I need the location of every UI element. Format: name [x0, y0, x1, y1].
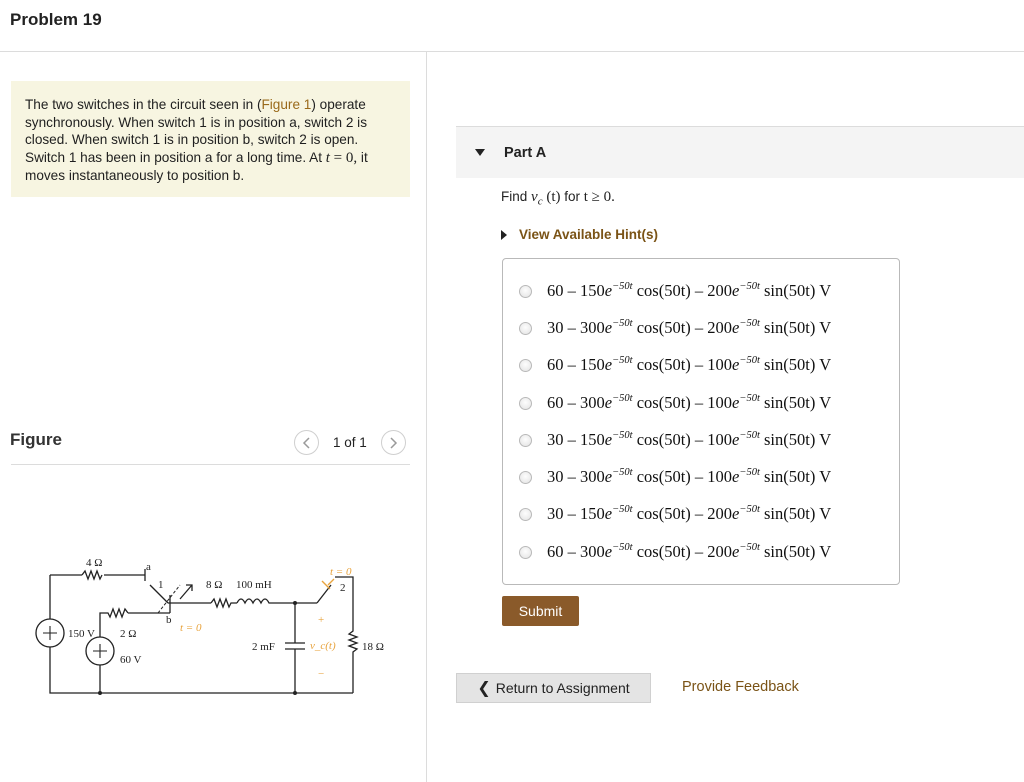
problem-statement — [11, 81, 410, 197]
switch1-position-a-label: a — [146, 561, 151, 573]
problem-text: ) operate synchronously. When switch 1 is in position a, switch 2 is closed. When switch 1 is in position b, switch 2 is open. Switch 1 has been in position a for a long time. At — [25, 97, 368, 165]
answer-expression: $60 - 300e^{-50t}$ $\cos(50t) - 200e^{-50t}$ sin(50t) V — [547, 542, 832, 561]
exponent: −50t — [612, 542, 633, 553]
answer-option[interactable] — [519, 391, 831, 415]
circuit-diagram — [30, 555, 395, 700]
question-condition: t ≥ 0. — [583, 189, 615, 205]
option-constant: 60 — [547, 355, 564, 374]
option-cos-coefficient: 300 — [580, 542, 605, 561]
option-constant: 30 — [547, 504, 564, 523]
option-constant: 30 — [547, 430, 564, 449]
sin-term: sin(50t) — [764, 542, 816, 561]
figure-pager — [294, 429, 406, 456]
resistor-4ohm-label: 4 Ω — [86, 557, 103, 569]
problem-text: it moves instantaneously to position b. — [25, 149, 368, 183]
capacitor-label: 2 mF — [252, 641, 275, 653]
sin-term: sin(50t) — [764, 467, 816, 486]
part-a-label: Part A — [504, 144, 547, 161]
exponent: −50t — [739, 318, 760, 329]
radio-button[interactable] — [519, 397, 532, 410]
sin-term: sin(50t) — [764, 318, 816, 337]
switch1-position-b-label: b — [166, 614, 172, 626]
option-cos-coefficient: 300 — [580, 467, 605, 486]
switch2-label: 2 — [340, 582, 346, 594]
answer-option[interactable] — [519, 540, 831, 564]
caret-down-icon — [475, 149, 485, 156]
exponent: −50t — [739, 504, 760, 515]
resistor-8ohm-label: 8 Ω — [206, 579, 223, 591]
exponent: −50t — [739, 355, 760, 366]
caret-right-icon — [501, 230, 507, 240]
exponent: −50t — [739, 393, 760, 404]
switch1-label: 1 — [158, 579, 164, 591]
view-hints-toggle[interactable] — [501, 227, 658, 242]
return-to-assignment-button[interactable] — [456, 673, 651, 703]
cos-term: cos(50t) — [636, 393, 691, 412]
source-150v-label: 150 V — [68, 628, 95, 640]
radio-button[interactable] — [519, 508, 532, 521]
unit: V — [819, 542, 832, 561]
option-sin-coefficient: 100 — [707, 393, 733, 412]
unit: V — [819, 355, 832, 374]
exponent: −50t — [612, 467, 633, 478]
part-a-header[interactable] — [456, 127, 1024, 178]
unit: V — [819, 504, 832, 523]
option-cos-coefficient: 150 — [580, 355, 605, 374]
question-prefix: Find — [501, 189, 532, 204]
exponent: −50t — [739, 281, 760, 292]
sin-term: sin(50t) — [764, 355, 816, 374]
figure-link[interactable]: Figure 1 — [261, 97, 312, 112]
exponent: −50t — [612, 393, 633, 404]
unit: V — [819, 467, 832, 486]
option-cos-coefficient: 150 — [580, 281, 605, 300]
option-sin-coefficient: 200 — [707, 281, 733, 300]
cos-term: cos(50t) — [636, 467, 691, 486]
resistor-2ohm-label: 2 Ω — [120, 628, 137, 640]
cos-term: cos(50t) — [636, 281, 691, 300]
vc-plus-label: + — [318, 614, 325, 626]
sin-term: sin(50t) — [764, 393, 816, 412]
answer-option[interactable] — [519, 316, 831, 340]
answer-expression: $30 - 300e^{-50t}$ $\cos(50t) - 200e^{-50t}$ sin(50t) V — [547, 318, 832, 337]
question-text — [501, 189, 615, 208]
option-cos-coefficient: 300 — [580, 393, 605, 412]
question-function: (t) — [542, 189, 561, 205]
option-sin-coefficient: 100 — [707, 430, 733, 449]
answer-expression: $60 - 150e^{-50t}$ $\cos(50t) - 200e^{-50t}$ sin(50t) V — [547, 281, 832, 300]
exponent: −50t — [739, 467, 760, 478]
chevron-left-icon: ❮ — [477, 680, 491, 697]
answer-expression: $30 - 150e^{-50t}$ $\cos(50t) - 100e^{-50t}$ sin(50t) V — [547, 430, 832, 449]
return-label: Return to Assignment — [495, 680, 630, 696]
radio-button[interactable] — [519, 322, 532, 335]
switch1-time-label: t = 0 — [180, 622, 202, 634]
inductor-label: 100 mH — [236, 579, 272, 591]
provide-feedback-link[interactable]: Provide Feedback — [682, 679, 799, 695]
option-cos-coefficient: 150 — [580, 504, 605, 523]
submit-button[interactable]: Submit — [502, 596, 579, 626]
next-figure-button[interactable] — [381, 430, 406, 455]
answer-options — [502, 258, 900, 585]
chevron-left-icon — [302, 437, 312, 449]
figure-label: Figure — [10, 430, 62, 449]
cos-term: cos(50t) — [636, 504, 691, 523]
question-subscript: c — [537, 195, 543, 208]
cos-term: cos(50t) — [636, 355, 691, 374]
unit: V — [819, 393, 832, 412]
answer-expression: $60 - 300e^{-50t}$ $\cos(50t) - 100e^{-50t}$ sin(50t) V — [547, 393, 832, 412]
option-sin-coefficient: 200 — [707, 542, 733, 561]
unit: V — [819, 281, 832, 300]
option-sin-coefficient: 100 — [707, 355, 733, 374]
answer-option[interactable] — [519, 279, 831, 303]
time-equation: = 0, — [329, 149, 358, 166]
vc-minus-label: − — [318, 668, 325, 680]
option-constant: 60 — [547, 281, 564, 300]
unit: V — [819, 318, 832, 337]
exponent: −50t — [739, 430, 760, 441]
answer-option[interactable] — [519, 428, 831, 452]
exponent: −50t — [612, 318, 633, 329]
source-60v-label: 60 V — [120, 654, 142, 666]
answer-option[interactable] — [519, 502, 831, 526]
header-divider — [0, 51, 1024, 52]
problem-text: The two switches in the circuit seen in ( — [25, 97, 262, 112]
switch2-time-label: t = 0 — [330, 566, 352, 578]
radio-button[interactable] — [519, 285, 532, 298]
option-cos-coefficient: 150 — [580, 430, 605, 449]
answer-option[interactable] — [519, 465, 831, 489]
sin-term: sin(50t) — [764, 281, 816, 300]
option-constant: 30 — [547, 467, 564, 486]
question-variable: v — [531, 189, 538, 205]
cos-term: cos(50t) — [636, 318, 691, 337]
option-sin-coefficient: 100 — [707, 467, 733, 486]
answer-expression: $30 - 300e^{-50t}$ $\cos(50t) - 100e^{-50t}$ sin(50t) V — [547, 467, 832, 486]
option-cos-coefficient: 300 — [580, 318, 605, 337]
hint-label: View Available Hint(s) — [519, 227, 659, 242]
previous-figure-button[interactable] — [294, 430, 319, 455]
column-divider — [426, 52, 427, 782]
question-mid: for — [560, 189, 584, 204]
unit: V — [819, 430, 832, 449]
cos-term: cos(50t) — [636, 542, 691, 561]
sin-term: sin(50t) — [764, 430, 816, 449]
sin-term: sin(50t) — [764, 504, 816, 523]
resistor-18ohm-label: 18 Ω — [362, 641, 384, 653]
figure-page-indicator: 1 of 1 — [333, 435, 367, 450]
radio-button[interactable] — [519, 546, 532, 559]
time-variable: t — [325, 149, 330, 166]
answer-expression: $60 - 150e^{-50t}$ $\cos(50t) - 100e^{-50t}$ sin(50t) V — [547, 355, 832, 374]
vc-label: v_c(t) — [310, 640, 336, 652]
chevron-right-icon — [388, 437, 398, 449]
option-constant: 60 — [547, 393, 564, 412]
answer-expression: $30 - 150e^{-50t}$ $\cos(50t) - 200e^{-50t}$ sin(50t) V — [547, 504, 832, 523]
answer-option[interactable] — [519, 353, 831, 377]
option-constant: 30 — [547, 318, 564, 337]
radio-button[interactable] — [519, 359, 532, 372]
radio-button[interactable] — [519, 471, 532, 484]
option-constant: 60 — [547, 542, 564, 561]
exponent: −50t — [739, 542, 760, 553]
option-sin-coefficient: 200 — [707, 318, 733, 337]
page-title: Problem 19 — [10, 10, 102, 29]
exponent: −50t — [612, 504, 633, 515]
exponent: −50t — [612, 281, 633, 292]
exponent: −50t — [612, 430, 633, 441]
radio-button[interactable] — [519, 434, 532, 447]
cos-term: cos(50t) — [636, 430, 691, 449]
figure-divider — [11, 464, 410, 465]
option-sin-coefficient: 200 — [707, 504, 733, 523]
exponent: −50t — [612, 355, 633, 366]
